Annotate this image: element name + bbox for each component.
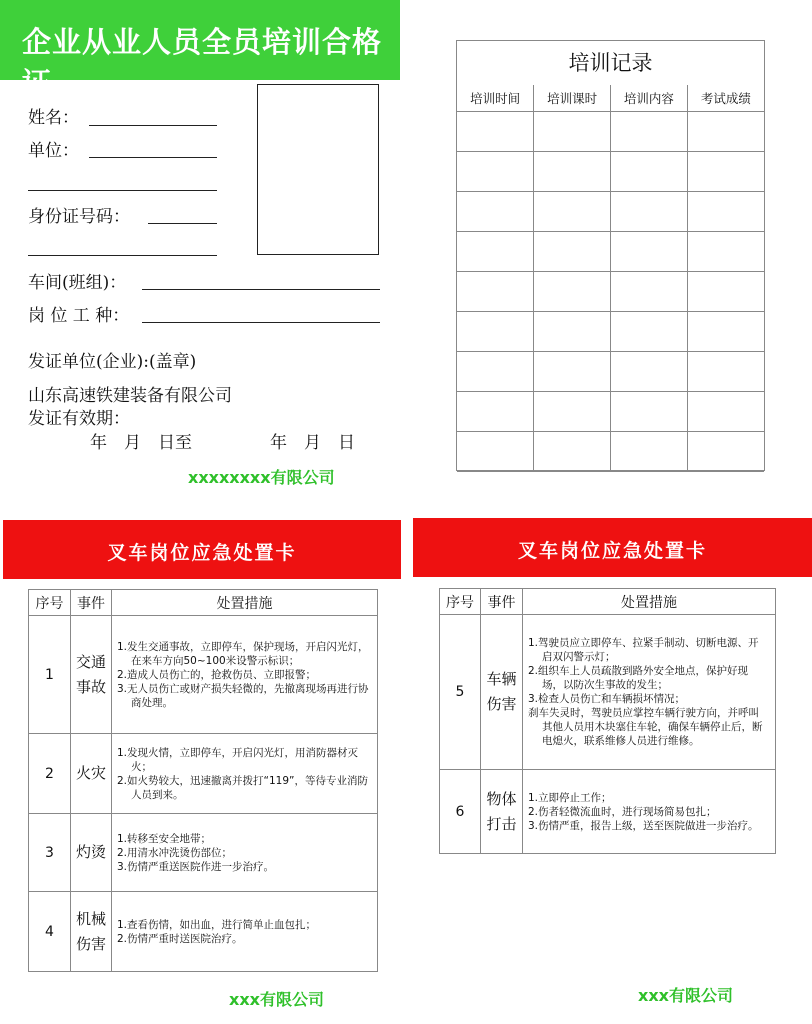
emergency-serial-no: 2 bbox=[29, 734, 71, 814]
emergency-measure-item: 3.检查人员伤亡和车辆损坏情况； bbox=[528, 693, 686, 705]
training-record-cell bbox=[457, 311, 534, 351]
emergency-event-text: 打击 bbox=[486, 814, 517, 833]
emergency-event-text: 物体 bbox=[486, 789, 517, 808]
emergency-row bbox=[29, 616, 378, 734]
left-card-footer-company: xxx有限公司 bbox=[229, 990, 324, 1009]
training-record-cell bbox=[611, 391, 688, 431]
right-table-header-row bbox=[440, 589, 776, 615]
training-record-cell bbox=[687, 231, 764, 271]
emergency-measure-item: 1.查看伤情，如出血，进行简单止血包扎； bbox=[117, 918, 317, 931]
issuer-label: 发证单位(企业):(盖章) bbox=[28, 352, 197, 372]
emergency-measure-item: 2.用清水冲洗烫伤部位； bbox=[117, 846, 233, 859]
training-record-cell bbox=[534, 351, 611, 391]
emergency-measure-item: 3.伤情严重，报告上级，送至医院做进一步治疗。 bbox=[528, 819, 759, 832]
name-underline bbox=[89, 125, 217, 126]
emergency-event-text: 事故 bbox=[75, 677, 106, 696]
training-record-cell bbox=[611, 151, 688, 191]
emergency-measures bbox=[112, 892, 378, 972]
post-underline bbox=[142, 322, 380, 323]
emergency-event bbox=[71, 814, 112, 892]
emergency-row bbox=[440, 770, 776, 854]
training-record-cell bbox=[534, 271, 611, 311]
header-measures: 处置措施 bbox=[112, 590, 378, 616]
emergency-measure-item: 2.如火势较大，迅速撤离并拨打“119”，等待专业消防人员到来。 bbox=[117, 774, 368, 801]
header-event: 事件 bbox=[481, 589, 523, 615]
emergency-measure-item: 2.组织车上人员疏散到路外安全地点，保护好现场，以防次生事故的发生； bbox=[528, 665, 749, 691]
emergency-measure-item: 2.伤者轻微流血时，进行现场简易包扎； bbox=[528, 805, 717, 818]
emergency-measure-item: 1.转移至安全地带； bbox=[117, 832, 212, 845]
unit-label: 单位： bbox=[28, 141, 79, 161]
emergency-measures bbox=[112, 734, 378, 814]
training-record-cell bbox=[534, 151, 611, 191]
emergency-measures bbox=[523, 770, 776, 854]
emergency-measures bbox=[112, 616, 378, 734]
training-record-cell bbox=[534, 231, 611, 271]
photo-placeholder bbox=[257, 84, 379, 255]
emergency-measures bbox=[112, 814, 378, 892]
validity-start-date: 年 月 日至 bbox=[90, 433, 192, 453]
emergency-event-text: 火灾 bbox=[75, 764, 106, 782]
training-record-cell bbox=[457, 271, 534, 311]
emergency-event bbox=[71, 734, 112, 814]
emergency-serial-no: 1 bbox=[29, 616, 71, 734]
emergency-measure-item: 3.伤情严重送医院作进一步治疗。 bbox=[117, 860, 275, 873]
training-record-cell bbox=[687, 271, 764, 311]
emergency-event bbox=[481, 770, 523, 854]
training-record-row bbox=[457, 311, 764, 351]
emergency-event bbox=[481, 615, 523, 770]
training-record-row bbox=[457, 151, 764, 191]
right-card-title-banner bbox=[413, 518, 812, 577]
training-record-row bbox=[457, 391, 764, 431]
training-record-cell bbox=[687, 431, 764, 471]
header-exam-score: 考试成绩 bbox=[687, 85, 764, 111]
emergency-serial-no: 5 bbox=[440, 615, 481, 770]
emergency-measure-item: 3.无人员伤亡或财产损失轻微的，先撤离现场再进行协商处理。 bbox=[117, 682, 369, 709]
training-record-cell bbox=[687, 311, 764, 351]
workshop-underline bbox=[142, 289, 380, 290]
certificate-title-banner bbox=[0, 0, 400, 100]
training-record-cell bbox=[611, 431, 688, 471]
certificate-footer-company: xxxxxxxx有限公司 bbox=[188, 468, 335, 487]
emergency-measure-item: 1.发生交通事故，立即停车，保护现场，开启闪光灯，在来车方向50~100米设警示标识； bbox=[117, 640, 369, 667]
emergency-measures bbox=[523, 615, 776, 770]
emergency-measure-item: 刹车失灵时，驾驶员应掌控车辆行驶方向，并呼叫其他人员用木块塞住车轮，确保车辆停止后，断电熄火，联系维修人员进行维修。 bbox=[528, 707, 763, 747]
name-label: 姓名： bbox=[28, 108, 79, 128]
header-serial-no: 序号 bbox=[29, 590, 71, 616]
emergency-event-text: 车辆 bbox=[486, 670, 517, 688]
header-training-time: 培训时间 bbox=[457, 85, 534, 111]
training-record-cell bbox=[457, 111, 534, 151]
emergency-row bbox=[29, 734, 378, 814]
right-card-title: 叉车岗位应急处置卡 bbox=[517, 540, 707, 562]
validity-end-date: 年 月 日 bbox=[270, 433, 355, 453]
emergency-measure-item: 1.驾驶员应立即停车、拉紧手制动、切断电源、开启双闪警示灯； bbox=[528, 637, 759, 663]
training-record-cell bbox=[611, 271, 688, 311]
header-event: 事件 bbox=[71, 590, 112, 616]
training-record-cell bbox=[534, 191, 611, 231]
training-record-cell bbox=[611, 111, 688, 151]
training-record-cell bbox=[687, 111, 764, 151]
issuer-name: 山东高速铁建装备有限公司 bbox=[28, 386, 232, 406]
training-record-row bbox=[457, 191, 764, 231]
id-number-label: 身份证号码： bbox=[28, 207, 130, 227]
left-table-header-row bbox=[29, 590, 378, 616]
training-record-cell bbox=[534, 111, 611, 151]
unit-underline-2 bbox=[28, 190, 217, 191]
emergency-serial-no: 6 bbox=[440, 770, 481, 854]
training-record-table bbox=[457, 85, 764, 472]
training-record-cell bbox=[611, 311, 688, 351]
training-record-row bbox=[457, 351, 764, 391]
training-record-row bbox=[457, 111, 764, 151]
right-card-footer-company: xxx有限公司 bbox=[638, 986, 733, 1005]
certificate-title: 企业从业人员全员培训合格证 bbox=[22, 25, 383, 100]
emergency-event bbox=[71, 892, 112, 972]
training-record-row bbox=[457, 431, 764, 471]
workshop-label: 车间(班组)： bbox=[28, 273, 127, 293]
training-record-cell bbox=[457, 231, 534, 271]
training-record-cell bbox=[534, 311, 611, 351]
training-record-cell bbox=[457, 351, 534, 391]
header-serial-no: 序号 bbox=[440, 589, 481, 615]
emergency-event-text: 交通 bbox=[75, 652, 106, 671]
emergency-row bbox=[29, 892, 378, 972]
training-record-cell bbox=[457, 431, 534, 471]
emergency-row bbox=[29, 814, 378, 892]
emergency-event-text: 伤害 bbox=[486, 695, 517, 713]
training-record-cell bbox=[687, 191, 764, 231]
left-card-title-banner bbox=[3, 520, 401, 579]
training-record-cell bbox=[611, 351, 688, 391]
training-record-title: 培训记录 bbox=[568, 51, 653, 75]
emergency-row bbox=[440, 615, 776, 770]
header-training-content: 培训内容 bbox=[611, 85, 688, 111]
unit-underline bbox=[89, 157, 217, 158]
right-emergency-table bbox=[439, 588, 776, 854]
training-record-cell bbox=[687, 151, 764, 191]
emergency-measure-item: 2.伤情严重时送医院治疗。 bbox=[117, 932, 243, 945]
training-record-cell bbox=[611, 231, 688, 271]
training-record-cell bbox=[457, 191, 534, 231]
id-number-underline bbox=[148, 223, 217, 224]
emergency-measure-item: 2.造成人员伤亡的，抢救伤员、立即报警； bbox=[117, 668, 317, 681]
validity-label: 发证有效期： bbox=[28, 409, 130, 429]
post-label: 岗 位 工 种： bbox=[28, 306, 130, 326]
id-number-underline-2 bbox=[28, 255, 217, 256]
training-record-cell bbox=[534, 391, 611, 431]
header-training-hours: 培训课时 bbox=[534, 85, 611, 111]
emergency-event-text: 伤害 bbox=[75, 934, 106, 953]
emergency-event bbox=[71, 616, 112, 734]
emergency-event-text: 机械 bbox=[75, 909, 106, 928]
emergency-measure-item: 1.发现火情，立即停车，开启闪光灯，用消防器材灭火； bbox=[117, 746, 359, 773]
emergency-serial-no: 4 bbox=[29, 892, 71, 972]
training-record-panel bbox=[456, 40, 765, 471]
left-emergency-table bbox=[28, 589, 378, 972]
training-record-row bbox=[457, 271, 764, 311]
training-record-cell bbox=[534, 431, 611, 471]
header-measures: 处置措施 bbox=[523, 589, 776, 615]
training-record-header-row bbox=[457, 85, 764, 111]
emergency-serial-no: 3 bbox=[29, 814, 71, 892]
training-record-cell bbox=[611, 191, 688, 231]
training-record-cell bbox=[687, 391, 764, 431]
training-record-cell bbox=[457, 151, 534, 191]
emergency-event-text: 灼烫 bbox=[75, 843, 106, 861]
training-record-cell bbox=[457, 391, 534, 431]
emergency-measure-item: 1.立即停止工作； bbox=[528, 791, 612, 804]
training-record-row bbox=[457, 231, 764, 271]
left-card-title: 叉车岗位应急处置卡 bbox=[107, 542, 297, 564]
training-record-cell bbox=[687, 351, 764, 391]
